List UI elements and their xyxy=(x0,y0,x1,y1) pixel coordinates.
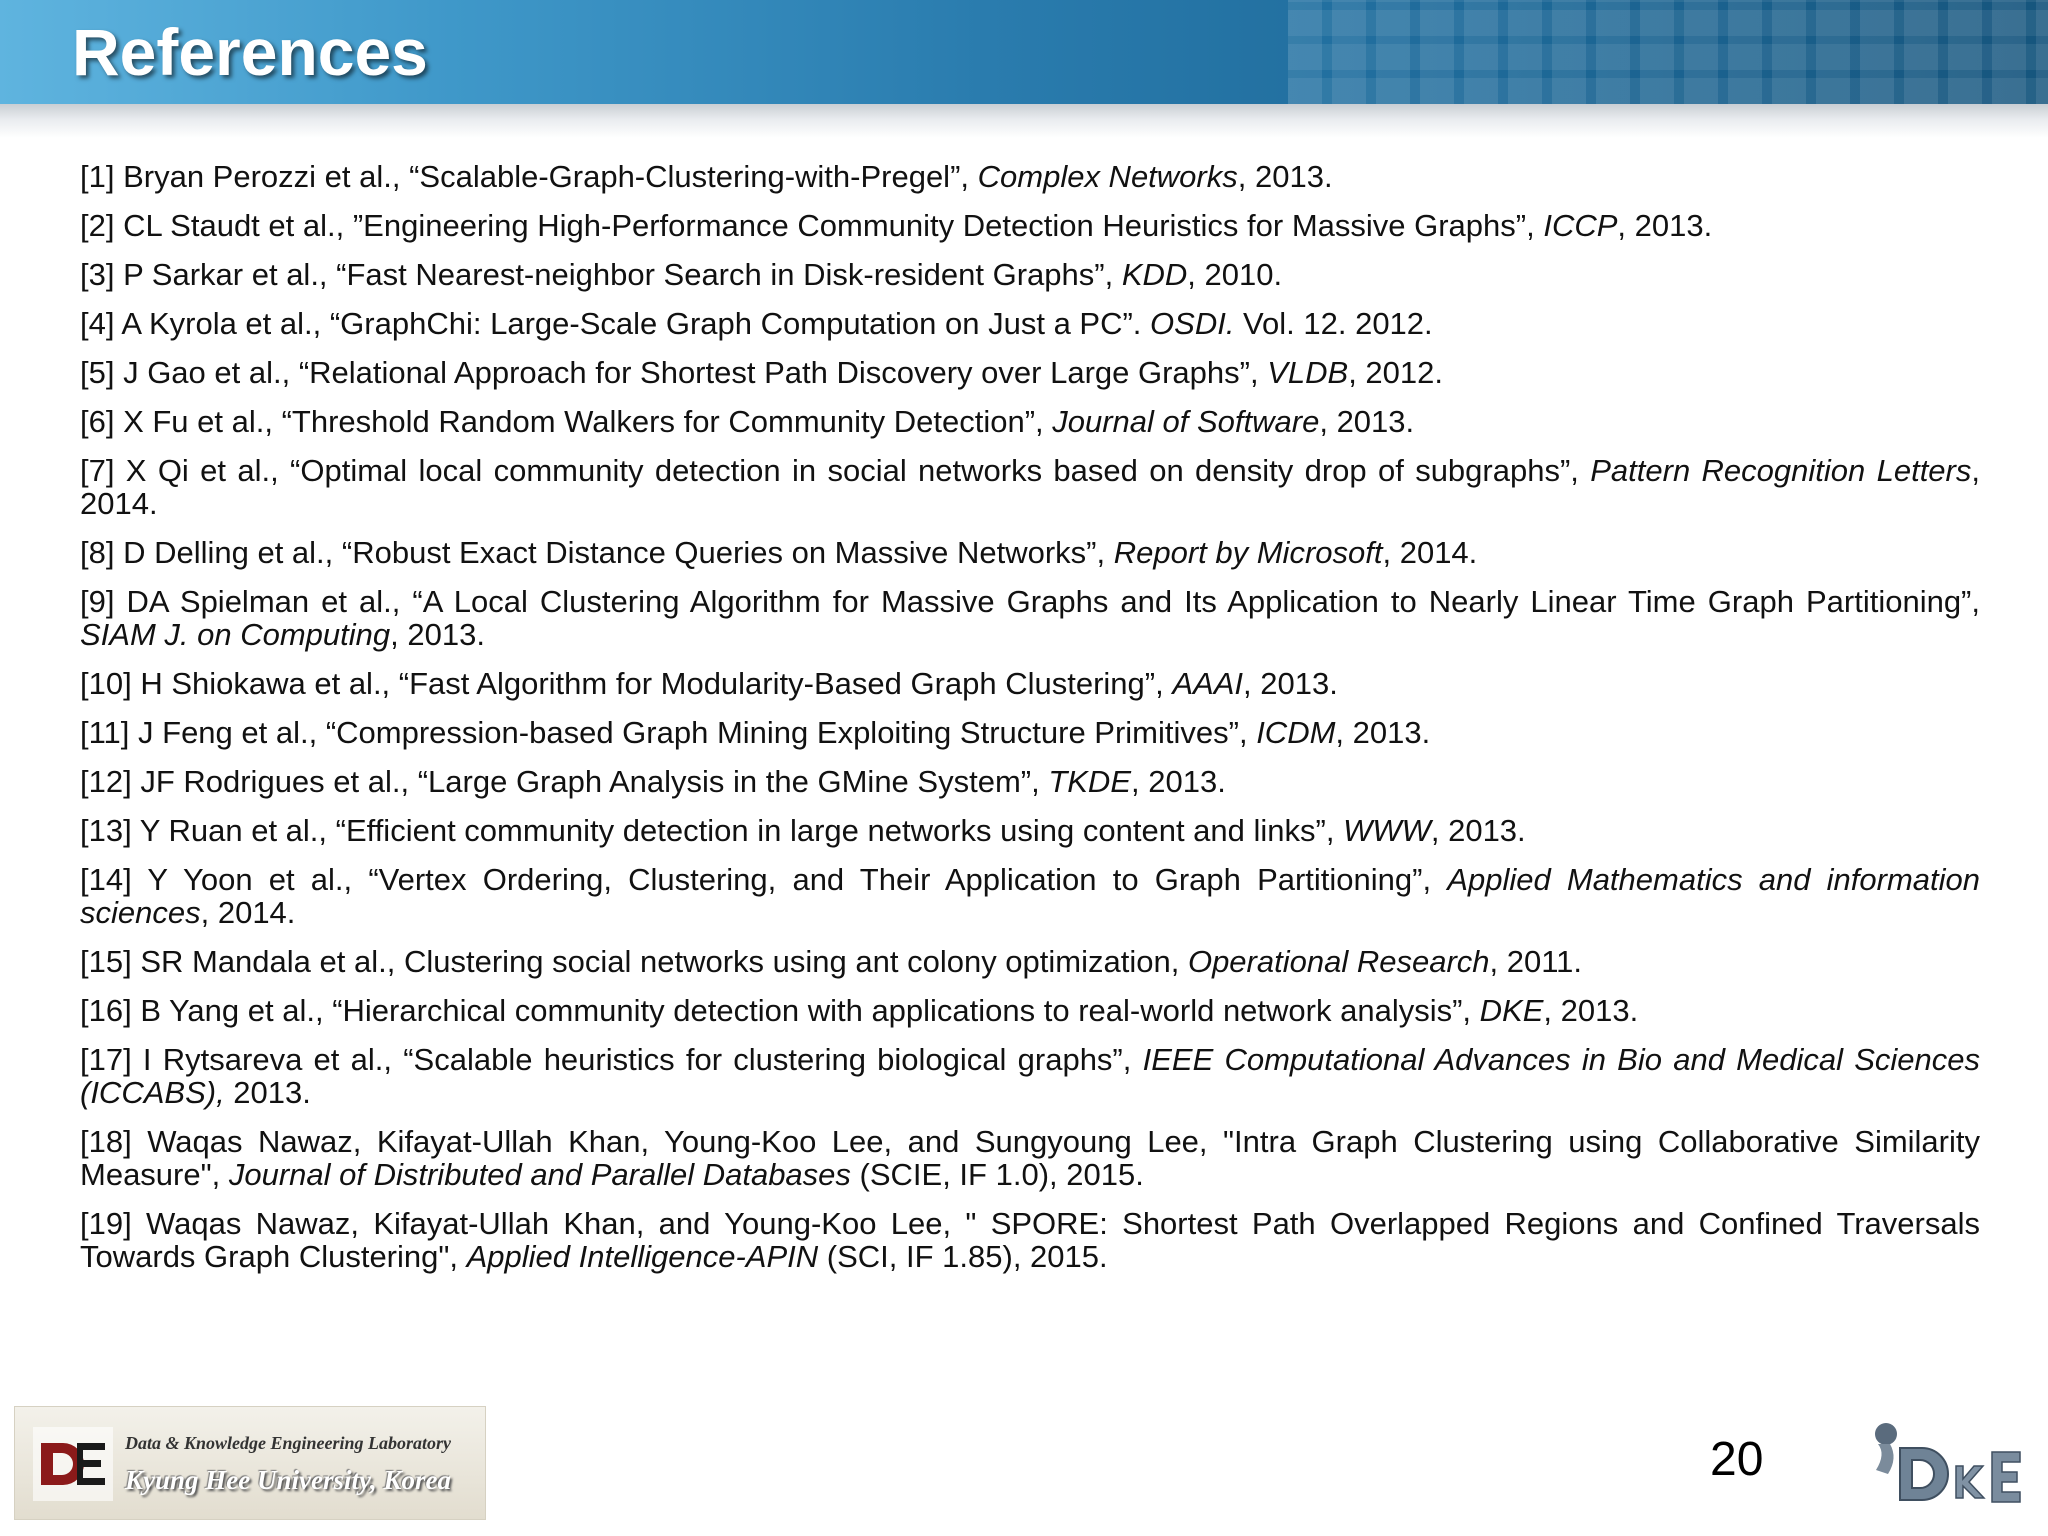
dke-logo-icon xyxy=(33,1427,113,1501)
reference-year: , 2013. xyxy=(1243,666,1338,701)
reference-venue: WWW xyxy=(1343,813,1431,848)
reference-year: , 2013. xyxy=(1617,208,1713,243)
reference-item xyxy=(80,307,1980,340)
reference-item xyxy=(80,716,1980,749)
reference-text: [17] I Rytsareva et al., “Scalable heuristics for clustering biological graphs”, xyxy=(80,1042,1143,1077)
banner-shadow xyxy=(0,104,2048,138)
reference-text: [1] Bryan Perozzi et al., “Scalable-Graph-Clustering-with-Pregel”, xyxy=(80,159,978,194)
reference-venue: Journal of Distributed and Parallel Databases xyxy=(228,1157,851,1192)
reference-year: , 2012. xyxy=(1348,355,1443,390)
reference-text: [5] J Gao et al., “Relational Approach for Shortest Path Discovery over Large Graphs”, xyxy=(80,355,1268,390)
banner-tile-pattern xyxy=(1288,0,2048,104)
reference-venue: ICCP xyxy=(1543,208,1618,243)
reference-year: , 2013. xyxy=(1237,159,1333,194)
reference-venue: AAAI xyxy=(1172,666,1243,701)
reference-item xyxy=(80,765,1980,798)
reference-item xyxy=(80,863,1980,929)
reference-text: [3] P Sarkar et al., “Fast Nearest-neighbor Search in Disk-resident Graphs”, xyxy=(80,257,1122,292)
lab-name: Data & Knowledge Engineering Laboratory xyxy=(125,1433,452,1453)
reference-text: [6] X Fu et al., “Threshold Random Walkers for Community Detection”, xyxy=(80,404,1053,439)
title-banner xyxy=(0,0,2048,104)
page-number: 20 xyxy=(1710,1433,1764,1486)
reference-item xyxy=(80,160,1980,193)
university-name: Kyung Hee University, Korea xyxy=(125,1465,451,1495)
reference-year: , 2011. xyxy=(1489,944,1583,979)
reference-year: Vol. 12. 2012. xyxy=(1234,306,1433,341)
reference-text: [18] Waqas Nawaz, Kifayat-Ullah Khan, Young-Koo Lee, and Sungyoung Lee, "Intra Graph Clustering using Collaborative Similarity Measure", xyxy=(80,1124,1980,1192)
reference-year: (SCI, IF 1.85), 2015. xyxy=(818,1239,1108,1274)
reference-venue: DKE xyxy=(1479,993,1544,1028)
reference-item xyxy=(80,994,1980,1027)
reference-venue: Operational Research xyxy=(1187,944,1490,979)
reference-year: , 2014. xyxy=(1382,535,1478,570)
reference-year: , 2013. xyxy=(1319,404,1415,439)
reference-venue: VLDB xyxy=(1267,355,1349,390)
lab-logo xyxy=(14,1406,486,1520)
reference-text: [2] CL Staudt et al., ”Engineering High-Performance Community Detection Heuristics for Massive Graphs”, xyxy=(80,208,1544,243)
reference-venue: KDD xyxy=(1121,257,1188,292)
reference-venue: OSDI. xyxy=(1150,306,1235,341)
reference-text: [14] Y Yoon et al., “Vertex Ordering, Clustering, and Their Application to Graph Partitioning”, xyxy=(80,862,1448,897)
reference-item xyxy=(80,1125,1980,1191)
reference-year: , 2010. xyxy=(1187,257,1283,292)
reference-text: [11] J Feng et al., “Compression-based Graph Mining Exploiting Structure Primitives”, xyxy=(80,715,1257,750)
reference-venue: ICDM xyxy=(1256,715,1336,750)
reference-year: , 2013. xyxy=(1335,715,1431,750)
slide-title: References xyxy=(72,15,428,89)
reference-item xyxy=(80,1043,1980,1109)
reference-item xyxy=(80,356,1980,389)
reference-venue: Complex Networks xyxy=(977,159,1238,194)
reference-item xyxy=(80,258,1980,291)
reference-text: [16] B Yang et al., “Hierarchical community detection with applications to real-world network analysis”, xyxy=(80,993,1480,1028)
reference-text: [8] D Delling et al., “Robust Exact Distance Queries on Massive Networks”, xyxy=(80,535,1114,570)
dke-mascot-logo-icon xyxy=(1856,1408,2036,1518)
reference-text: [12] JF Rodrigues et al., “Large Graph Analysis in the GMine System”, xyxy=(80,764,1049,799)
reference-item xyxy=(80,945,1980,978)
reference-year: , 2014. xyxy=(80,453,1980,521)
reference-item xyxy=(80,814,1980,847)
reference-venue: Applied Mathematics and information sciences xyxy=(80,862,1981,930)
reference-item xyxy=(80,585,1980,651)
reference-text: [4] A Kyrola et al., “GraphChi: Large-Scale Graph Computation on Just a PC”. xyxy=(80,306,1151,341)
reference-text: [9] DA Spielman et al., “A Local Clustering Algorithm for Massive Graphs and Its Application to Nearly Linear Time Graph Partitioning”, xyxy=(80,584,1980,619)
reference-venue: SIAM J. on Computing xyxy=(80,617,391,652)
reference-item xyxy=(80,209,1980,242)
reference-list xyxy=(80,160,1980,1289)
reference-year: , 2014. xyxy=(200,895,296,930)
reference-year: (SCIE, IF 1.0), 2015. xyxy=(850,1157,1144,1192)
reference-year: , 2013. xyxy=(1543,993,1639,1028)
reference-item xyxy=(80,1207,1980,1273)
reference-text: [13] Y Ruan et al., “Efficient community detection in large networks using content and links”, xyxy=(80,813,1344,848)
reference-year: , 2013. xyxy=(1131,764,1226,799)
reference-text: [10] H Shiokawa et al., “Fast Algorithm for Modularity-Based Graph Clustering”, xyxy=(80,666,1173,701)
reference-item xyxy=(80,536,1980,569)
reference-year: , 2013. xyxy=(390,617,485,652)
reference-venue: IEEE Computational Advances in Bio and Medical Sciences (ICCABS), xyxy=(80,1042,1981,1110)
reference-text: [15] SR Mandala et al., Clustering social networks using ant colony optimization, xyxy=(80,944,1188,979)
reference-item xyxy=(80,667,1980,700)
reference-venue: Pattern Recognition Letters xyxy=(1590,453,1972,488)
reference-text: [7] X Qi et al., “Optimal local community detection in social networks based on density drop of subgraphs”, xyxy=(80,453,1591,488)
reference-year: 2013. xyxy=(224,1075,311,1110)
reference-year: , 2013. xyxy=(1430,813,1526,848)
reference-text: [19] Waqas Nawaz, Kifayat-Ullah Khan, and Young-Koo Lee, " SPORE: Shortest Path Overlapped Regions and Confined Traversals Towards Graph Clustering", xyxy=(80,1206,1980,1274)
reference-venue: TKDE xyxy=(1048,764,1131,799)
reference-venue: Applied Intelligence-APIN xyxy=(466,1239,819,1274)
reference-venue: Report by Microsoft xyxy=(1113,535,1383,570)
reference-item xyxy=(80,454,1980,520)
reference-venue: Journal of Software xyxy=(1052,404,1320,439)
reference-item xyxy=(80,405,1980,438)
